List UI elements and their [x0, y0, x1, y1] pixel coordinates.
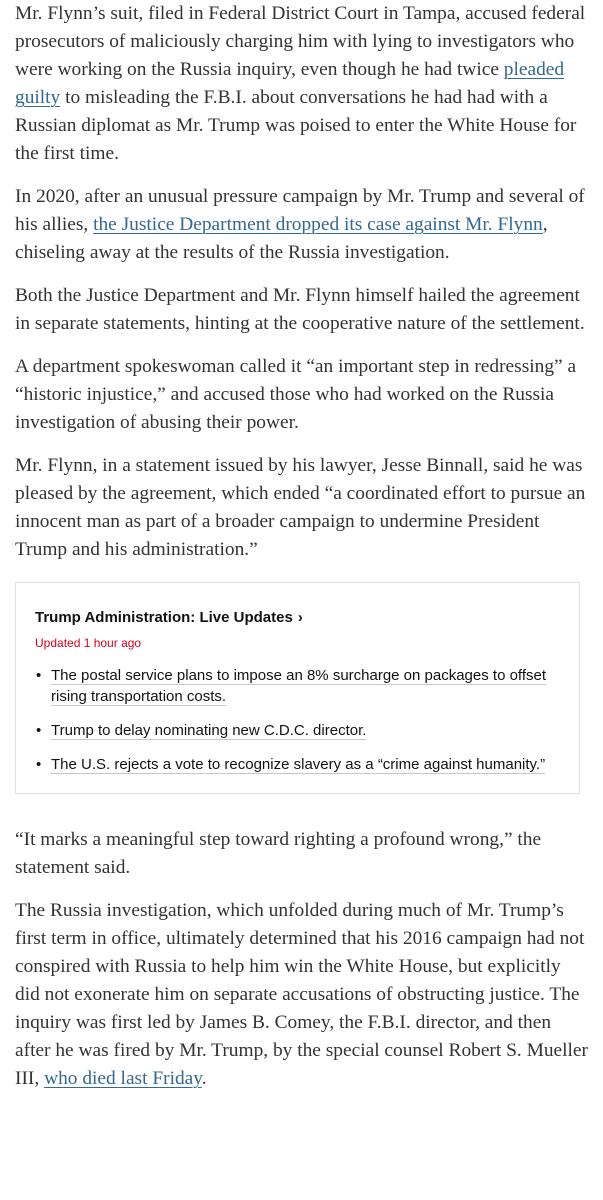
- live-updates-title-link[interactable]: [35, 608, 303, 628]
- who-died-last-friday-link[interactable]: who died last Friday: [44, 1068, 202, 1089]
- live-updates-title: Trump Administration: Live Updates: [35, 609, 293, 626]
- live-updates-box: [15, 582, 580, 794]
- paragraph-1: Mr. Flynn’s suit, filed in Federal District Court in Tampa, accused federal prosecutors of maliciously charging him with lying to investigators who were working on the Russia inquiry, even though he had twice pleaded guilty to misleading the F.B.I. about conversations he had had with a Russian diplomat as Mr. Trump was poised to enter the White House for the first time.: [15, 3, 586, 164]
- live-update-item[interactable]: • The postal service plans to impose an 8% surcharge on packages to offset rising transportation costs.: [36, 667, 547, 705]
- chevron-right-icon: ›: [297, 609, 303, 626]
- justice-department-dropped-case-link[interactable]: the Justice Department dropped its case against Mr. Flynn: [93, 214, 543, 235]
- paragraph-4: A department spokeswoman called it “an important step in redressing” a “historic injustice,” and accused those who had worked on the Russia investigation of abusing their power.: [15, 356, 577, 433]
- pleaded-guilty-link[interactable]: pleaded guilty: [15, 59, 565, 108]
- live-update-item[interactable]: • Trump to delay nominating new C.D.C. director.: [36, 722, 367, 739]
- live-updates-list: [35, 665, 560, 775]
- paragraph-7: The Russia investigation, which unfolded during much of Mr. Trump’s first term in office, ultimately determined that his 2016 campaign had not conspired with Russia to help him win the White House, but explicitly did not exonerate him on separate accusations of obstructing justice. The inquiry was first led by James B. Comey, the F.B.I. director, and then after he was fired by Mr. Trump, by the special counsel Robert S. Mueller III, who died last Friday.: [15, 900, 588, 1089]
- updated-timestamp: Updated 1 hour ago: [35, 636, 142, 650]
- paragraph-2: In 2020, after an unusual pressure campaign by Mr. Trump and several of his allies, the Justice Department dropped its case against Mr. Flynn, chiseling away at the results of the Russia investigation.: [15, 186, 585, 263]
- paragraph-3: Both the Justice Department and Mr. Flynn himself hailed the agreement in separate statements, hinting at the cooperative nature of the settlement.: [15, 285, 585, 334]
- paragraph-5: Mr. Flynn, in a statement issued by his lawyer, Jesse Binnall, said he was pleased by the agreement, which ended “a coordinated effort to pursue an innocent man as part of a broader campaign to undermine President Trump and his administration.”: [15, 455, 586, 560]
- bullet-icon: •: [36, 667, 42, 684]
- paragraph-6: “It marks a meaningful step toward righting a profound wrong,” the statement said.: [15, 829, 542, 878]
- live-update-item[interactable]: • The U.S. rejects a vote to recognize slavery as a “crime against humanity.”: [36, 756, 546, 773]
- bullet-icon: •: [36, 722, 42, 739]
- bullet-icon: •: [36, 756, 42, 773]
